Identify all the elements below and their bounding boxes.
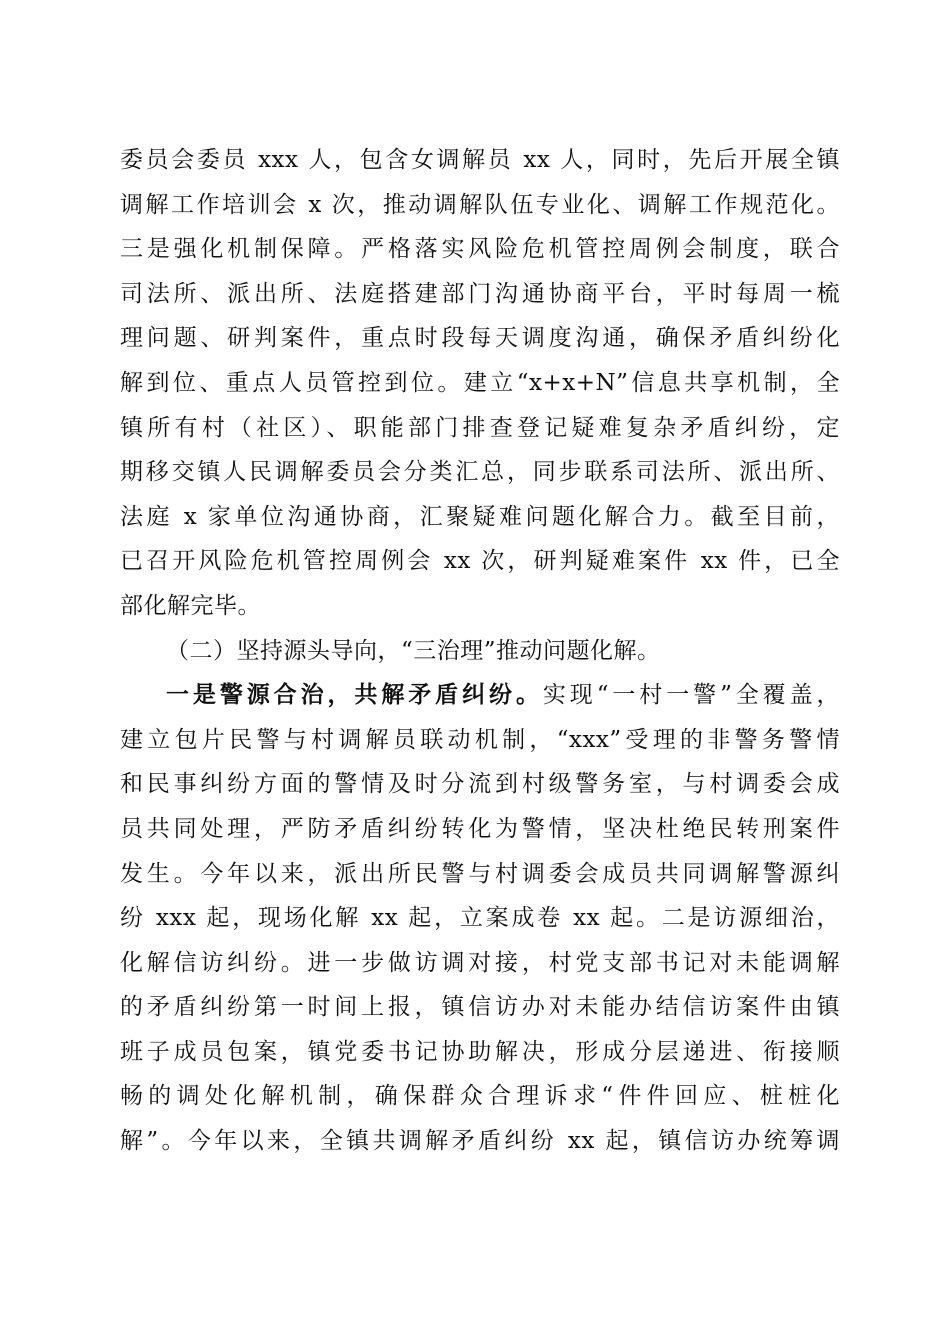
text-line: 镇所有村（社区）、职能部门排查登记疑难复杂矛盾纠纷，定 — [120, 414, 840, 441]
text-line: 解”。今年以来，全镇共调解矛盾纠纷 xx 起，镇信访办统筹调 — [120, 1128, 840, 1155]
text-line: 纷 xxx 起，现场化解 xx 起，立案成卷 xx 起。二是访源细治， — [120, 905, 840, 932]
text-line: 和民事纠纷方面的警情及时分流到村级警务室，与村调委会成 — [120, 771, 840, 798]
text-line: 司法所、派出所、法庭搭建部门沟通协商平台，平时每周一梳 — [120, 280, 840, 307]
lead-line-rest: 实现“一村一警”全覆盖， — [542, 682, 840, 709]
text-line: 委员会委员 xxx 人，包含女调解员 xx 人，同时，先后开展全镇 — [120, 147, 840, 173]
text-line: 发生。今年以来，派出所民警与村调委会成员共同调解警源纠 — [120, 860, 840, 887]
text-line: 部化解完毕。 — [120, 592, 261, 619]
text-line-lead — [120, 673, 840, 718]
text-line: 建立包片民警与村调解员联动机制，“xxx”受理的非警务警情 — [120, 726, 840, 753]
text-line: 解到位、重点人员管控到位。建立“x+x+N”信息共享机制，全 — [120, 369, 840, 396]
paragraph-mechanism — [120, 138, 840, 629]
paragraph-source-governance — [120, 673, 840, 1164]
bold-lead-phrase: 一是警源合治，共解矛盾纠纷。 — [166, 681, 543, 709]
text-line: 畅的调处化解机制，确保群众合理诉求“件件回应、桩桩化 — [120, 1083, 840, 1110]
text-line: 调解工作培训会 x 次，推动调解队伍专业化、调解工作规范化。 — [120, 191, 840, 218]
text-line: 的矛盾纠纷第一时间上报，镇信访办对未能办结信访案件由镇 — [120, 994, 840, 1021]
text-line: 化解信访纠纷。进一步做访调对接，村党支部书记对未能调解 — [120, 949, 840, 976]
text-line: 员共同处理，严防矛盾纠纷转化为警情，坚决杜绝民转刑案件 — [120, 815, 840, 842]
text-line: 三是强化机制保障。严格落实风险危机管控周例会制度，联合 — [120, 236, 840, 263]
text-line: 法庭 x 家单位沟通协商，汇聚疑难问题化解合力。截至目前， — [120, 503, 840, 530]
text-line: 已召开风险危机管控周例会 xx 次，研判疑难案件 xx 件，已全 — [120, 548, 840, 575]
section-heading: （二）坚持源头导向，“三治理”推动问题化解。 — [166, 637, 661, 664]
text-line: 班子成员包案，镇党委书记协助解决，形成分层递进、衔接顺 — [120, 1038, 840, 1065]
text-line: 理问题、研判案件，重点时段每天调度沟通，确保矛盾纠纷化 — [120, 325, 840, 352]
document-body — [120, 138, 840, 1164]
text-line: 期移交镇人民调解委员会分类汇总，同步联系司法所、派出所、 — [120, 459, 840, 486]
